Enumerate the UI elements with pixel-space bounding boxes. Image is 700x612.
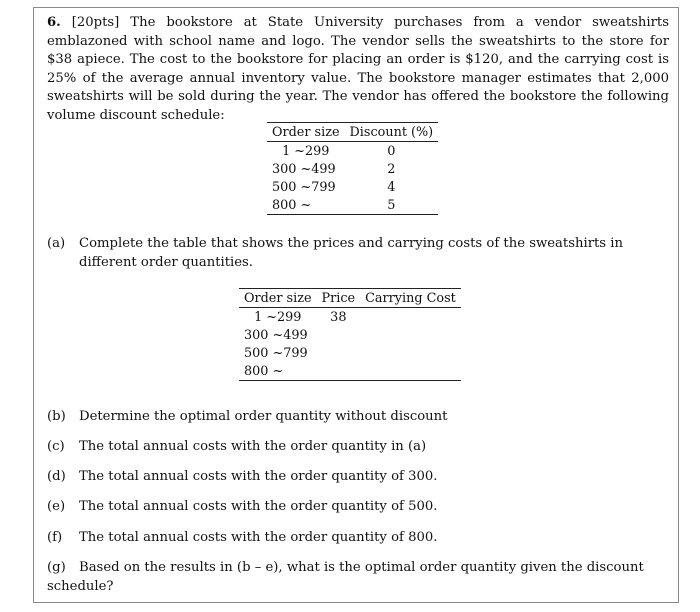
table-header-row bbox=[239, 289, 461, 308]
column-header-carrying-cost: Carrying Cost bbox=[360, 289, 461, 308]
cell-price bbox=[317, 362, 361, 381]
part-b bbox=[47, 408, 447, 427]
cell-discount: 0 bbox=[387, 143, 396, 159]
discount-table bbox=[267, 122, 438, 215]
cell-discount: 2 bbox=[387, 161, 396, 177]
table-row bbox=[267, 178, 438, 196]
column-header-price: Price bbox=[317, 289, 361, 308]
part-label: (a) bbox=[47, 236, 66, 251]
table-row bbox=[239, 308, 461, 327]
cell-order-size: 300 ~499 bbox=[272, 161, 336, 177]
part-label: (e) bbox=[47, 499, 66, 514]
cell-price: 38 bbox=[330, 309, 347, 325]
cell-price bbox=[317, 326, 361, 344]
part-c bbox=[47, 438, 426, 457]
part-text: Based on the results in (b – e), what is the optimal order quantity given the discount schedule? bbox=[47, 560, 644, 594]
cell-order-size: 500 ~799 bbox=[244, 345, 308, 361]
part-text: The total annual costs with the order quantity of 300. bbox=[79, 469, 438, 484]
cell-order-size: 800 ~ bbox=[239, 362, 317, 381]
part-text: The total annual costs with the order quantity of 800. bbox=[79, 530, 438, 545]
cell-order-size: 800 ~ bbox=[267, 196, 345, 215]
table-header-row bbox=[267, 123, 438, 142]
cell-order-size: 1 ~299 bbox=[254, 309, 302, 325]
cell-order-size: 1 ~299 bbox=[282, 143, 330, 159]
part-e bbox=[47, 498, 437, 517]
part-text: The total annual costs with the order quantity in (a) bbox=[79, 439, 427, 454]
cell-carrying-cost bbox=[360, 308, 461, 327]
column-header-discount: Discount (%) bbox=[345, 123, 439, 142]
part-text: Complete the table that shows the prices and carrying costs of the sweatshirts in different order quantities. bbox=[79, 236, 623, 270]
column-header-order-size: Order size bbox=[267, 123, 345, 142]
price-table bbox=[239, 288, 461, 381]
part-f bbox=[47, 529, 437, 548]
cell-price bbox=[317, 344, 361, 362]
table-row bbox=[239, 362, 461, 381]
cell-order-size: 300 ~499 bbox=[244, 327, 308, 343]
question-intro bbox=[47, 14, 669, 126]
part-text: The total annual costs with the order quantity of 500. bbox=[79, 499, 438, 514]
part-label: (f) bbox=[47, 530, 63, 545]
part-label: (g) bbox=[47, 560, 66, 575]
table-row bbox=[267, 196, 438, 215]
cell-carrying-cost bbox=[360, 344, 461, 362]
part-g bbox=[47, 559, 678, 596]
cell-discount: 4 bbox=[387, 179, 396, 195]
cell-carrying-cost bbox=[360, 362, 461, 381]
cell-order-size: 500 ~799 bbox=[272, 179, 336, 195]
cell-discount: 5 bbox=[345, 196, 439, 215]
part-label: (d) bbox=[47, 469, 66, 484]
part-label: (c) bbox=[47, 439, 65, 454]
cell-carrying-cost bbox=[360, 326, 461, 344]
question-frame bbox=[33, 7, 679, 603]
table-row bbox=[267, 160, 438, 178]
part-text: Determine the optimal order quantity without discount bbox=[79, 409, 448, 424]
question-points: [20pts] bbox=[71, 15, 120, 30]
part-d bbox=[47, 468, 437, 487]
table-row bbox=[267, 142, 438, 161]
table-row bbox=[239, 326, 461, 344]
part-label: (b) bbox=[47, 409, 66, 424]
table-row bbox=[239, 344, 461, 362]
question-text: The bookstore at State University purchases from a vendor sweatshirts emblazoned with school name and logo. The vendor sells the sweatshirts to the store for $38 apiece. The cost to the bookstore for placing an order is $120, and the carrying cost is 25% of the average annual inventory value. The bookstore manager estimates that 2,000 sweatshirts will be sold during the year. The vendor has offered the bookstore the following volume discount schedule: bbox=[47, 15, 669, 123]
part-a bbox=[47, 235, 669, 272]
column-header-order-size: Order size bbox=[239, 289, 317, 308]
question-number: 6. bbox=[47, 15, 61, 30]
